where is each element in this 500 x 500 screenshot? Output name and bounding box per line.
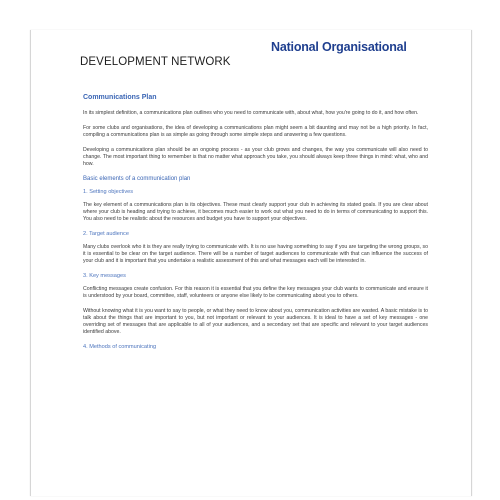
element-item xyxy=(83,231,428,265)
document-subtitle: DEVELOPMENT NETWORK xyxy=(80,56,231,68)
element-paragraph: The key element of a communications plan is its objectives. These must clearly support your club in achieving its stated goals. If you are clear about where your club is heading and trying to achieve, it becomes much easier to work out what you need to do in terms of communicating to support this. You also need to be realistic about the resources and budget you have to support your objectives. xyxy=(83,202,428,222)
element-heading: 4. Methods of communicating xyxy=(83,344,157,350)
elements-list xyxy=(83,189,428,350)
element-paragraph: Conflicting messages create confusion. For this reason it is essential that you define the key messages your club wants to communicate and ensure it is understood by your board, committee, staff, volunteers or anyone else likely to be communicating about you to others. xyxy=(83,286,428,299)
element-item xyxy=(83,273,428,336)
intro-paragraph: Developing a communications plan should be an ongoing process - as your club grows and changes, the way you communicate will also need to change. The most important thing to remember is that no matter what approach you take, you should always keep three things in mind: what, who and how. xyxy=(83,147,428,167)
element-item xyxy=(83,344,428,350)
element-heading: 1. Setting objectives xyxy=(83,189,134,195)
element-heading: 3. Key messages xyxy=(83,273,126,279)
intro-paragraph: In its simplest definition, a communications plan outlines who you need to communicate with, about what, how you're going to do it, and how often. xyxy=(83,110,419,116)
document-page xyxy=(30,30,472,496)
intro-paragraph: For some clubs and organisations, the idea of developing a communications plan might seem a bit daunting and may not be a high priority. In fact, compiling a communications plan is as simple as going through some simple steps and answering a few questions. xyxy=(83,125,428,138)
org-title: National Organisational xyxy=(271,40,407,54)
element-paragraph: Many clubs overlook who it is they are really trying to communicate with. It is no use having something to say if you are targeting the wrong groups, so it is essential to be clear on the target audience. There will be a number of target audiences to communicate with that can influence the success of your club and it is important that you undertake a realistic assessment of this and what messages each will be interested in. xyxy=(83,244,428,264)
element-paragraph: Without knowing what it is you want to say to people, or what they need to know about you, communication activities are wasted. A basic mistake is to talk about the things that are important to you, but not important or relevant to your audiences. It is ideal to have a set of key messages - one overriding set of messages that are applicable to all of your audiences, and a secondary set that are specific and relevant to your target audiences identified above. xyxy=(83,308,428,335)
document-body xyxy=(83,94,428,357)
section-title: Communications Plan xyxy=(83,94,157,101)
element-item xyxy=(83,189,428,223)
element-heading: 2. Target audience xyxy=(83,231,129,237)
intro-block xyxy=(83,110,428,168)
basic-elements-heading: Basic elements of a communication plan xyxy=(83,176,191,182)
